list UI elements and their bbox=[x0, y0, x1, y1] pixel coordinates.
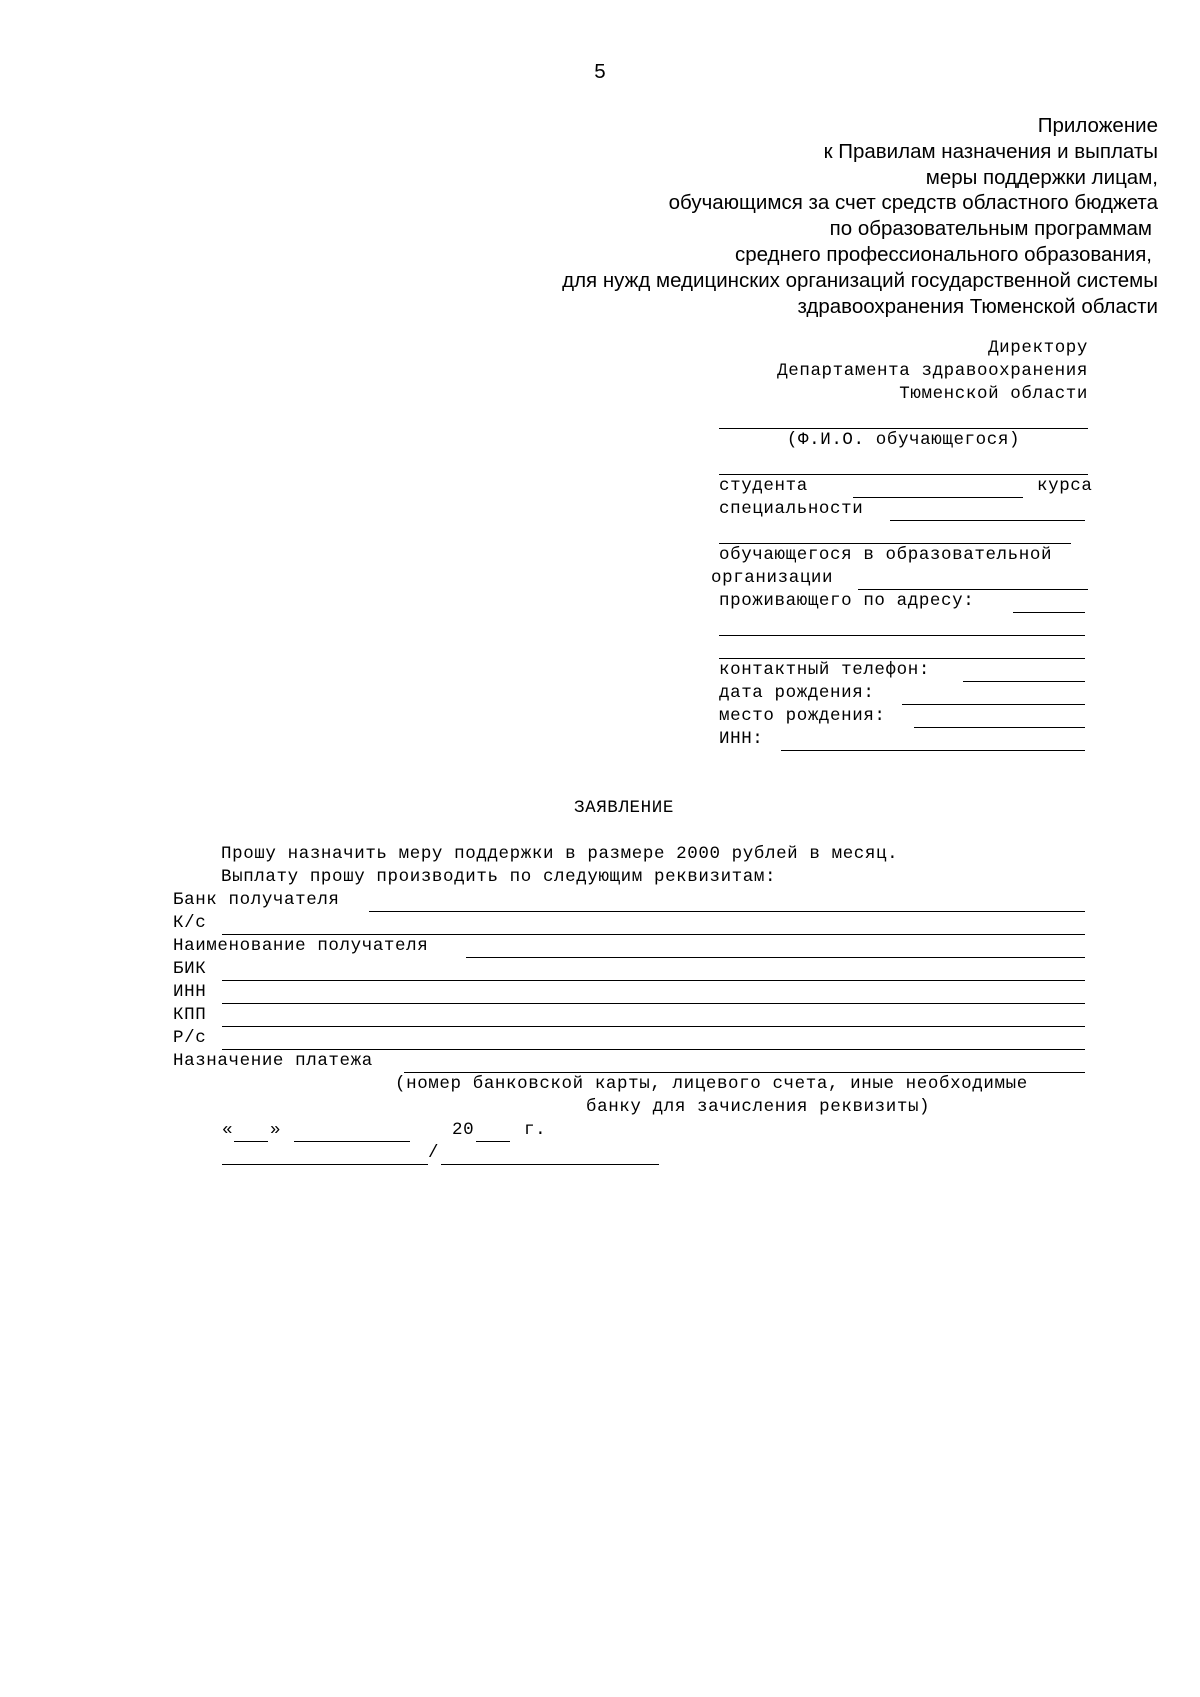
recipient-name-field[interactable] bbox=[466, 957, 1085, 958]
signature-field[interactable] bbox=[222, 1164, 428, 1165]
appendix-line: Приложение bbox=[1037, 114, 1158, 137]
fio-caption: (Ф.И.О. обучающегося) bbox=[786, 430, 1021, 450]
year-suffix: г. bbox=[524, 1120, 547, 1140]
appendix-line: здравоохранения Тюменской области bbox=[797, 294, 1158, 318]
purpose-note-line-2: банку для зачисления реквизиты) bbox=[586, 1097, 931, 1117]
address-field-2[interactable] bbox=[719, 635, 1085, 636]
signature-name-field[interactable] bbox=[441, 1164, 659, 1165]
studying-label: обучающегося в образовательной bbox=[719, 545, 1053, 565]
page-number: 5 bbox=[594, 60, 606, 83]
birth-place-label: место рождения: bbox=[719, 706, 886, 726]
course-field[interactable] bbox=[853, 497, 1023, 498]
inn-field[interactable] bbox=[781, 750, 1085, 751]
birth-date-field[interactable] bbox=[902, 704, 1085, 705]
year-prefix: 20 bbox=[452, 1120, 475, 1140]
bank-field[interactable] bbox=[369, 911, 1085, 912]
rs-label: Р/с bbox=[173, 1028, 207, 1048]
date-year-field[interactable] bbox=[476, 1141, 510, 1142]
appendix-line: по образовательным программам bbox=[829, 217, 1152, 241]
ks-label: К/с bbox=[173, 913, 207, 933]
bik-field[interactable] bbox=[222, 980, 1085, 981]
date-day-field[interactable] bbox=[234, 1141, 268, 1142]
payment-paragraph: Выплату прошу производить по следующим реквизитам: bbox=[221, 867, 777, 887]
appendix-line: меры поддержки лицам, bbox=[925, 165, 1158, 189]
addressee-line-3: Тюменской области bbox=[899, 384, 1088, 404]
addressee-line-1: Директору bbox=[988, 338, 1088, 358]
birth-date-label: дата рождения: bbox=[719, 683, 875, 703]
specialty-label: специальности bbox=[719, 499, 864, 519]
bank-label: Банк получателя bbox=[173, 890, 340, 910]
inn-bank-field[interactable] bbox=[222, 1003, 1085, 1004]
date-close-quote: » bbox=[270, 1120, 282, 1140]
appendix-line: среднего профессионального образования, bbox=[734, 242, 1152, 266]
document-title: ЗАЯВЛЕНИЕ bbox=[574, 798, 674, 818]
appendix-line: к Правилам назначения и выплаты bbox=[823, 139, 1158, 163]
kpp-label: КПП bbox=[173, 1005, 207, 1025]
request-paragraph: Прошу назначить меру поддержки в размере 2000 рублей в месяц. bbox=[221, 844, 899, 864]
student-label: студента bbox=[719, 476, 808, 496]
purpose-note-line-1: (номер банковской карты, лицевого счета, иные необходимые bbox=[395, 1074, 1028, 1094]
appendix-line: обучающимся за счет средств областного бюджета bbox=[668, 191, 1158, 215]
organization-label: организации bbox=[711, 568, 834, 588]
payment-purpose-label: Назначение платежа bbox=[173, 1051, 373, 1071]
recipient-name-label: Наименование получателя bbox=[173, 936, 429, 956]
appendix-line: для нужд медицинских организаций государственной системы bbox=[562, 268, 1158, 292]
date-open-quote: « bbox=[222, 1120, 234, 1140]
phone-field[interactable] bbox=[963, 681, 1085, 682]
appendix-header bbox=[562, 113, 1158, 319]
inn-label: ИНН: bbox=[719, 729, 764, 749]
bik-label: БИК bbox=[173, 959, 207, 979]
kpp-field[interactable] bbox=[222, 1026, 1085, 1027]
address-field[interactable] bbox=[1013, 612, 1085, 613]
residing-label: проживающего по адресу: bbox=[719, 591, 975, 611]
date-month-field[interactable] bbox=[294, 1141, 410, 1142]
specialty-field[interactable] bbox=[890, 520, 1085, 521]
course-label: курса bbox=[1037, 476, 1093, 496]
inn-bank-label: ИНН bbox=[173, 982, 207, 1002]
phone-label: контактный телефон: bbox=[719, 660, 930, 680]
signature-separator: / bbox=[428, 1143, 440, 1163]
addressee-line-2: Департамента здравоохранения bbox=[777, 361, 1088, 381]
birth-place-field[interactable] bbox=[914, 727, 1085, 728]
